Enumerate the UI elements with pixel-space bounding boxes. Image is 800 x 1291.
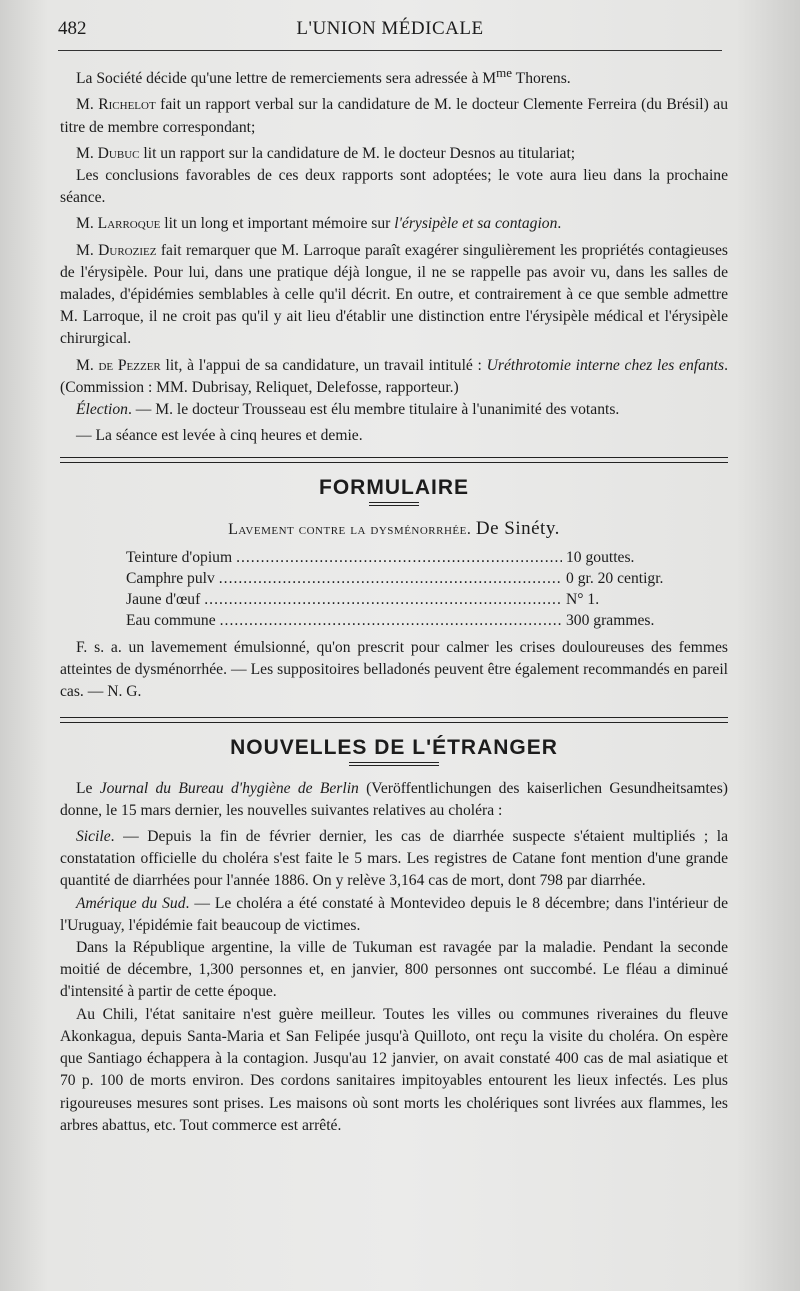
section-title-nouvelles: NOUVELLES DE L'ÉTRANGER — [230, 736, 558, 760]
minutes-paragraph: M. Dubuc lit un rapport sur la candidature de M. le docteur Desnos au titulariat; — [76, 144, 576, 162]
running-header — [58, 18, 722, 48]
news-paragraph: Sicile. — Depuis la fin de février dernier, les cas de diarrhée suspecte s'étaient multipliés ; la constatation officielle du choléra s'est faite le 5 mars. Les registres de Catane font mention d'une grande quantité de diarrhées pour l'année 1886. On y relève 3,164 cas de mort, dont 798 par diarrhée. — [60, 828, 728, 890]
section-divider — [60, 717, 728, 723]
minutes-paragraph: La Société décide qu'une lettre de remerciements sera adressée à $M^{me}$ Thorens. — [76, 65, 571, 88]
minutes-paragraph: — La séance est levée à cinq heures et demie. — [76, 427, 363, 445]
minutes-paragraph: M. de Pezzer lit, à l'appui de sa candidature, un travail intitulé : Uréthrotomie interne chez les enfants. (Commission : MM. Dubrisay, Reliquet, Delefosse, rapporteur.) — [60, 356, 728, 396]
journal-title: L'UNION MÉDICALE — [296, 18, 484, 39]
ingredient-row: Camphre pulv ..... 0 gr. 20 centigr. — [126, 568, 716, 589]
header-rule — [58, 50, 722, 51]
ingredient-list — [126, 547, 716, 631]
recipe-instructions: F. s. a. un lavemement émulsionné, qu'on prescrit pour calmer les crises douloureuses des femmes atteintes de dysménorrhée. — Les suppositoires belladonés peuvent être également recommandés en pareil cas. — N. G. — [60, 638, 728, 701]
news-paragraph: Au Chili, l'état sanitaire n'est guère meilleur. Toutes les villes ou communes riveraines du fleuve Akonkagua, depuis Santa-Maria et San Felipée jusqu'à Quilloto, ont reçu la visite du choléra. On espère que Santiago échappera à la contagion. Jusqu'au 12 janvier, on avait constaté 400 cas de mal asiatique et 70 p. 100 de morts environ. Des cordons sanitaires impitoyables entourent les lieux infectés. Les plus rigoureuses mesures sont prises. Les maisons où sont morts les cholériques sont livrées aux flammes, les arbres abattus, etc. Tout commerce est arrêté. — [60, 1005, 728, 1134]
news-paragraph: Dans la République argentine, la ville de Tukuman est ravagée par la maladie. Pendant la seconde moitié de décembre, 1,300 personnes et, en janvier, 800 personnes ont succombé. Le fléau a diminué d'intensité à partir de cette époque. — [60, 939, 728, 1001]
minutes-paragraph: M. Richelot fait un rapport verbal sur la candidature de M. le docteur Clemente Ferreira (du Brésil) au titre de membre correspondant; — [60, 96, 728, 136]
title-rule — [349, 762, 439, 766]
minutes-paragraph: M. Duroziez fait remarquer que M. Larroque paraît exagérer singulièrement les propriétés contagieuses de l'érysipèle. Pour lui, dans une pratique déjà longue, il ne se rappelle pas avoir vu, dans les salles de malades, d'épidémies semblables à celle qu'il décrit. En outre, et contrairement à ce que semble admettre M. Larroque, il ne croit pas qu'il y ait lieu d'établir une distinction entre l'érysipèle médical et l'érysipèle chirurgical. — [60, 241, 728, 348]
section-title-formulaire: FORMULAIRE — [319, 476, 469, 500]
ingredient-row: Eau commune ..... 300 grammes. — [126, 610, 716, 631]
ingredient-row: Jaune d'œuf ..... N° 1. — [126, 589, 716, 610]
title-rule — [369, 502, 419, 506]
page-number: 482 — [58, 18, 87, 39]
recipe-author: De Sinéty. — [475, 517, 560, 539]
minutes-paragraph: Élection. — M. le docteur Trousseau est élu membre titulaire à l'unanimité des votants. — [76, 401, 620, 419]
minutes-paragraph: M. Larroque lit un long et important mémoire sur l'érysipèle et sa contagion. — [76, 215, 562, 233]
news-paragraph: Le Journal du Bureau d'hygiène de Berlin (Veröffentlichungen des kaiserlichen Gesundheitsamtes) donne, le 15 mars dernier, les nouvelles suivantes relatives au choléra : — [60, 779, 728, 819]
ingredient-row: Teinture d'opium ..... 10 gouttes. — [126, 547, 716, 568]
minutes-paragraph: Les conclusions favorables de ces deux rapports sont adoptées; le vote aura lieu dans la prochaine séance. — [60, 167, 728, 207]
section-divider — [60, 457, 728, 463]
news-paragraph: Amérique du Sud. — Le choléra a été constaté à Montevideo depuis le 8 décembre; dans l'intérieur de l'Uruguay, l'épidémie fait beaucoup de victimes. — [60, 894, 728, 934]
page-body — [60, 62, 728, 1141]
recipe-title: Lavement contre la dysménorrhée. De Sinéty. — [228, 517, 560, 539]
